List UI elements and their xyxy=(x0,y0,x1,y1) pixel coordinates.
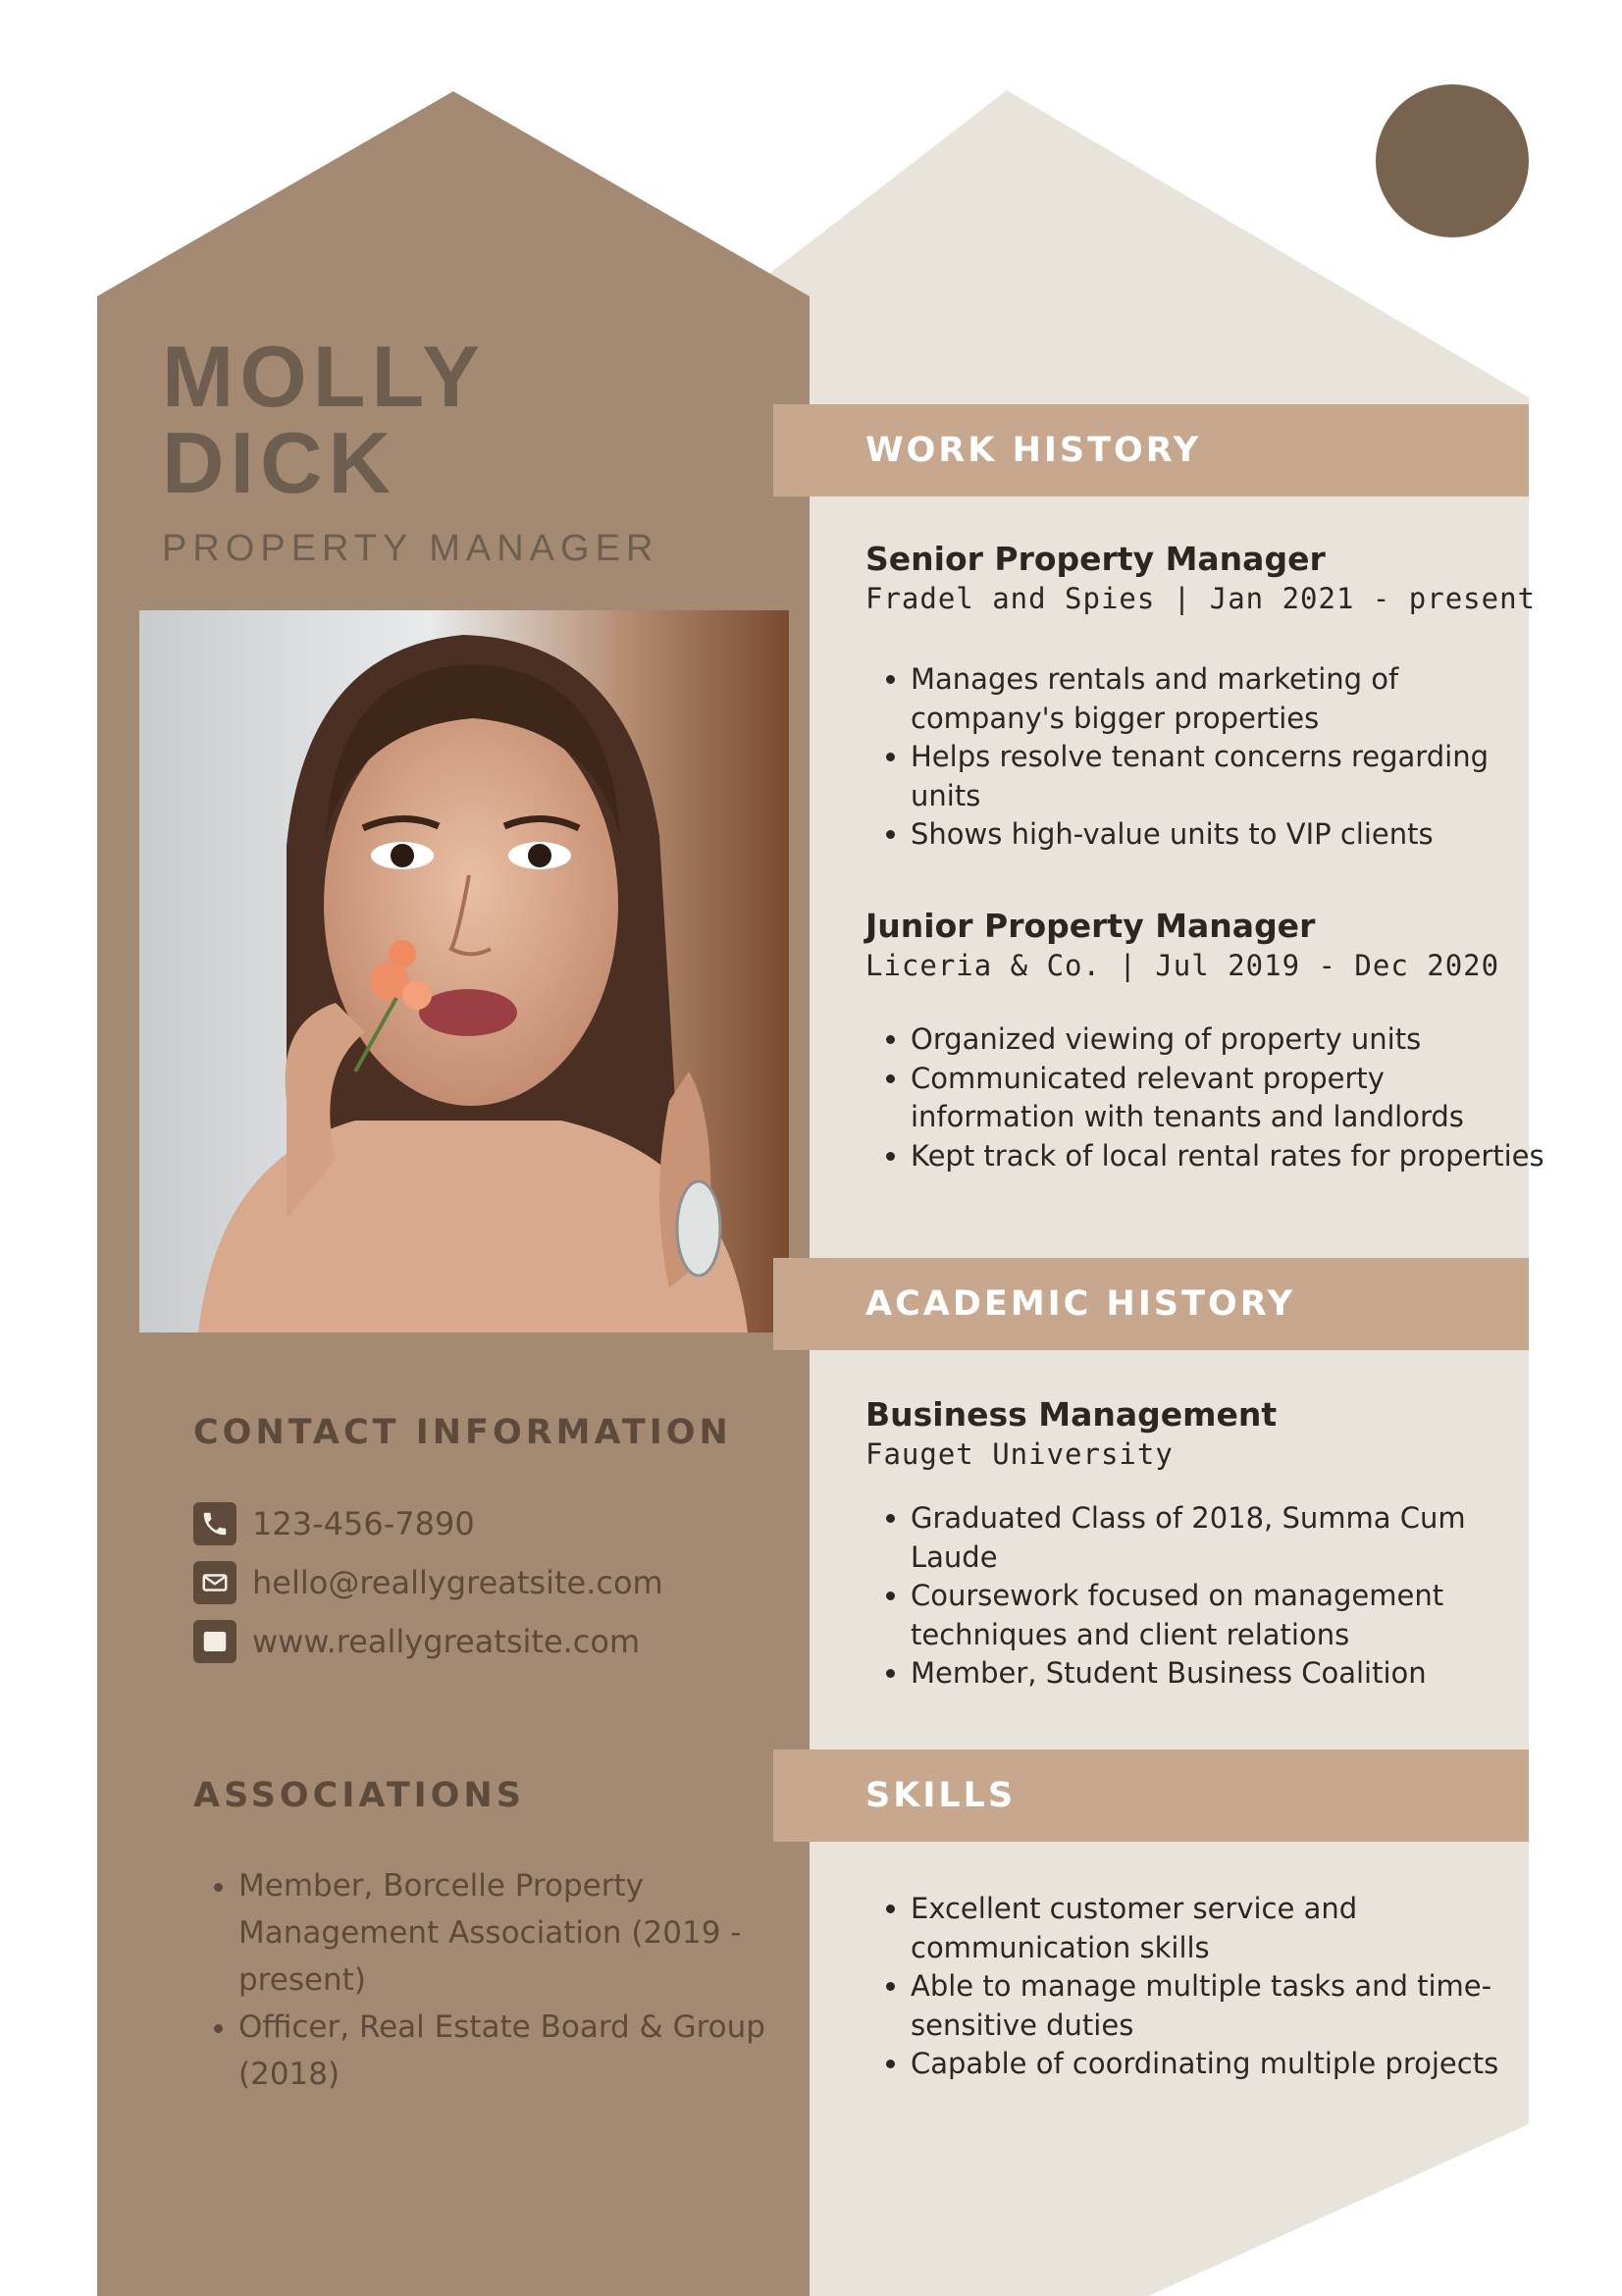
contact-email[interactable]: hello@reallygreatsite.com xyxy=(252,1564,663,1601)
skills-heading: SKILLS xyxy=(865,1776,1017,1815)
last-name: DICK xyxy=(162,414,397,511)
work-history-heading: WORK HISTORY xyxy=(865,431,1202,470)
candidate-name xyxy=(162,328,486,511)
list-item: • Member, Student Business Coalition xyxy=(911,1654,1548,1694)
list-item: • Kept track of local rental rates for properties xyxy=(911,1137,1548,1176)
list-item: • Manages rentals and marketing of company's bigger properties xyxy=(911,660,1548,738)
contact-phone-row xyxy=(193,1501,475,1546)
website-icon xyxy=(193,1620,236,1663)
job-2-bullets xyxy=(865,1020,1548,1175)
job-1-subtitle: Fradel and Spies | Jan 2021 - present xyxy=(865,582,1537,615)
academic-bullets xyxy=(865,1499,1548,1694)
skills-list xyxy=(865,1890,1548,2084)
academic-history-heading: ACADEMIC HISTORY xyxy=(865,1284,1296,1324)
list-item: • Helps resolve tenant concerns regarding units xyxy=(911,738,1548,815)
list-item: • Excellent customer service and communication skills xyxy=(911,1890,1548,1967)
job-1-bullets xyxy=(865,660,1548,855)
job-1-header xyxy=(865,540,1536,615)
contact-email-row xyxy=(193,1560,663,1605)
associations-list xyxy=(193,1862,788,2098)
list-item: • Capable of coordinating multiple projects xyxy=(911,2045,1548,2084)
academic-header xyxy=(865,1395,1277,1471)
job-2-subtitle: Liceria & Co. | Jul 2019 - Dec 2020 xyxy=(865,949,1500,982)
contact-website[interactable]: www.reallygreatsite.com xyxy=(252,1623,641,1660)
school-name: Fauget University xyxy=(865,1437,1174,1471)
contact-phone[interactable]: 123-456-7890 xyxy=(252,1505,475,1542)
job-title: PROPERTY MANAGER xyxy=(162,528,659,569)
list-item: • Organized viewing of property units xyxy=(911,1020,1548,1060)
associations-heading: ASSOCIATIONS xyxy=(193,1776,525,1815)
contact-website-row xyxy=(193,1619,640,1664)
decorative-dot xyxy=(1376,84,1529,237)
list-item: • Graduated Class of 2018, Summa Cum Laude xyxy=(911,1499,1548,1577)
profile-photo xyxy=(139,610,789,1332)
list-item: • Coursework focused on management techniques and client relations xyxy=(911,1577,1548,1654)
job-1-title: Senior Property Manager xyxy=(865,540,1326,578)
degree-title: Business Management xyxy=(865,1395,1278,1434)
phone-icon xyxy=(193,1502,236,1545)
association-item: • Officer, Real Estate Board & Group (2018) xyxy=(238,2004,788,2098)
job-2-header xyxy=(865,907,1499,982)
contact-heading: CONTACT INFORMATION xyxy=(193,1413,732,1452)
job-2-title: Junior Property Manager xyxy=(865,907,1316,945)
first-name: MOLLY xyxy=(162,328,486,425)
list-item: • Communicated relevant property information with tenants and landlords xyxy=(911,1060,1548,1137)
list-item: • Shows high-value units to VIP clients xyxy=(911,815,1548,855)
academic-history-band xyxy=(773,1258,1529,1350)
list-item: • Able to manage multiple tasks and time-sensitive duties xyxy=(911,1967,1548,2045)
email-icon xyxy=(193,1561,236,1604)
skills-band xyxy=(773,1749,1529,1842)
work-history-band xyxy=(773,404,1529,496)
association-item: • Member, Borcelle Property Management Association (2019 - present) xyxy=(238,1862,788,2004)
